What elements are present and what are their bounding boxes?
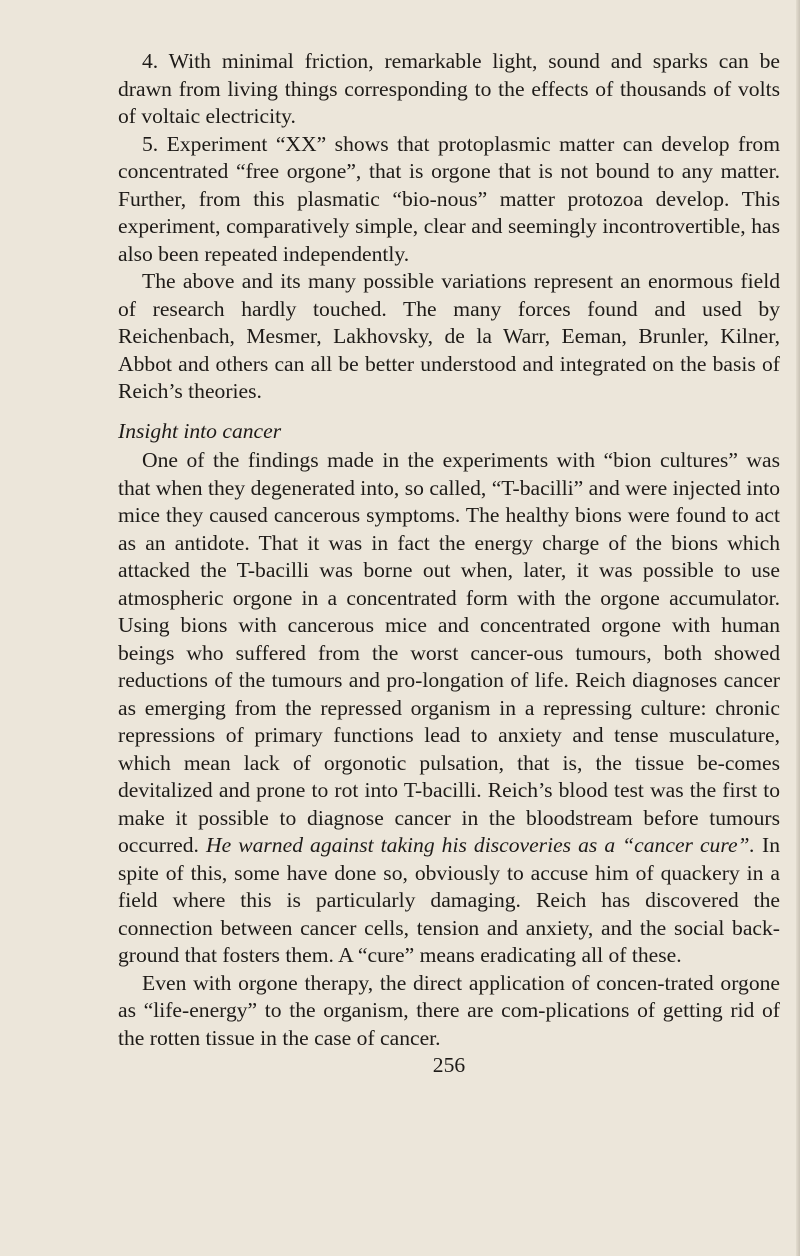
paragraph-research: The above and its many possible variations represent an enormous field of research hardly touched. The many forces found and used by Reichenbach, Mesmer, Lakhovsky, de la Warr, Eeman, Brunler, Kilner, Abbot and others can all be better understood and integrated on the basis of Reich’s theories. (118, 269, 780, 403)
cancer-text-emphasis: He warned against taking his discoveries as a “cancer cure”. (205, 833, 755, 857)
page-number: 256 (432, 1053, 466, 1077)
section-heading: Insight into cancer (118, 418, 282, 443)
cancer-text-part2: In spite of this, some have done so, obviously to accuse him of quackery in a field where this is particularly damaging. Reich has discovered the connection between cancer cells, tension and anxiety, and the social back-ground that fosters them. A “cure” means eradicating all of these. (118, 833, 780, 967)
paragraph-4: 4. With minimal friction, remarkable light, sound and sparks can be drawn from living things corresponding to the effects of thousands of volts of voltaic electricity. (118, 49, 780, 128)
paragraph-5: 5. Experiment “XX” shows that protoplasmic matter can develop from concentrated “free orgone”, that is orgone that is not bound to any matter. Further, from this plasmatic “bio-nous” matter protozoa develop. This experiment, comparatively simple, clear and seemingly incontrovertible, has also been repeated independently. (118, 131, 780, 266)
paragraph-orgone-therapy: Even with orgone therapy, the direct application of concen-trated orgone as “life-energy” to the organism, there are com-plications of getting rid of the rotten tissue in the case of cancer. (118, 970, 780, 1050)
page-edge (796, 0, 800, 1256)
page-body (118, 48, 780, 1080)
cancer-text-part1: One of the findings made in the experiments with “bion cultures” was that when they degenerated into, so called, “T-bacilli” and were injected into mice they caused cancerous symptoms. The healthy bions were found to act as an antidote. That it was in fact the energy charge of the bions which attacked the T-bacilli was borne out when, later, it was possible to use atmospheric orgone in a concentrated form with the orgone accumulator. Using bions with cancerous mice and concentrated orgone with human beings who suffered from the worst cancer-ous tumours, both showed reductions of the tumours and pro-longation of life. Reich diagnoses cancer as emerging from the repressed organism in a repressing culture: chronic repressions of primary functions lead to anxiety and tense musculature, which mean lack of orgonotic pulsation, that is, the tissue be-comes devitalized and prone to rot into T-bacilli. Reich’s blood test was the first to make it possible to diagnose cancer in the bloodstream before tumours occurred. (118, 448, 780, 857)
paragraph-cancer (118, 447, 780, 970)
